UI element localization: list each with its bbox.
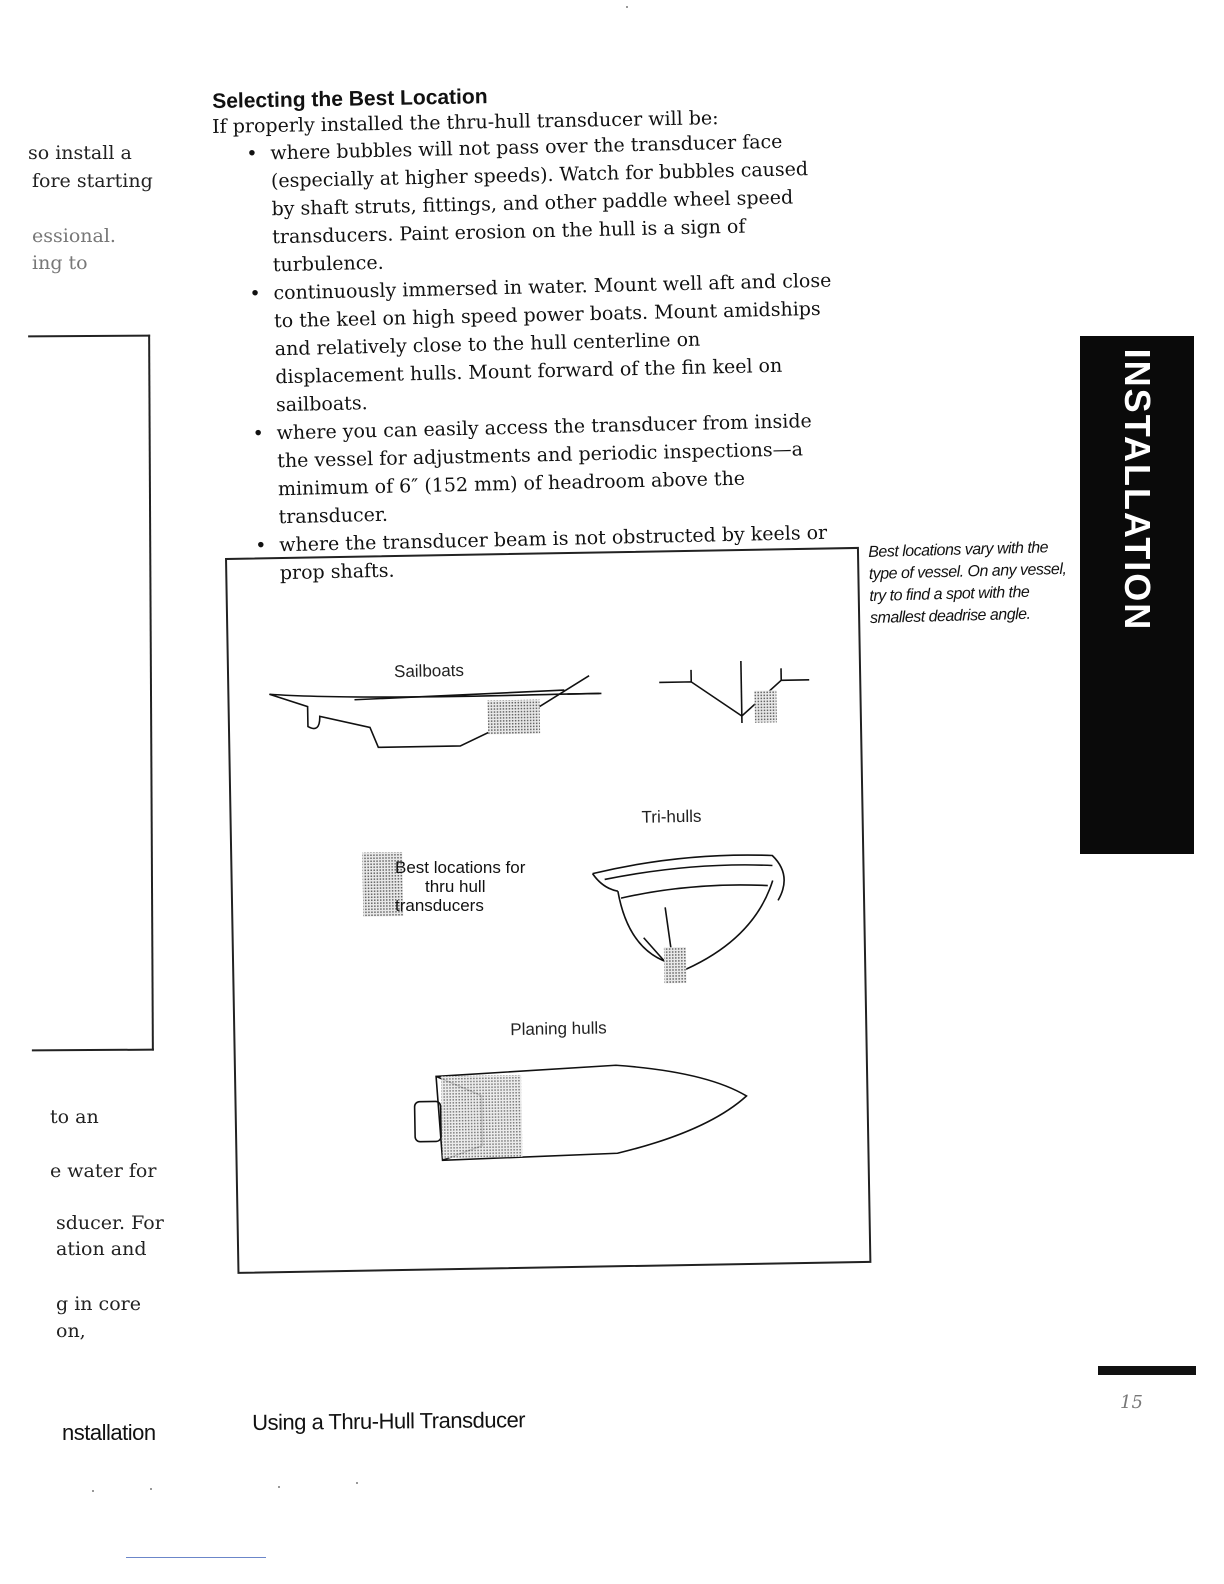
scan-speck xyxy=(626,6,628,8)
left-fragment: on, xyxy=(56,1320,86,1342)
footer-left-text: nstallation xyxy=(62,1420,156,1445)
left-fragment: so install a xyxy=(28,142,132,164)
footer-title: Using a Thru-Hull Transducer xyxy=(252,1407,526,1435)
left-fragment: sducer. For xyxy=(56,1212,164,1234)
trihull-icon xyxy=(592,854,785,973)
hull-diagram xyxy=(227,549,869,1272)
planing-hull-best-location xyxy=(441,1075,522,1158)
scan-artifact-line xyxy=(126,1557,266,1558)
sailboat-side-icon xyxy=(269,675,602,749)
legend-line: thru hull xyxy=(425,877,486,896)
scan-speck xyxy=(278,1486,280,1488)
sailboat-best-location xyxy=(488,700,541,735)
list-item: • where bubbles will not pass over the transducer face (especially at higher speeds). Watch for bubbles caused by shaft struts, fittings, and other paddle wheel speed transducers. Paint erosion on the hull is a sign of turbulence. xyxy=(240,127,833,280)
legend-text xyxy=(395,858,525,915)
page-number: 15 xyxy=(1120,1392,1143,1413)
scan-speck xyxy=(356,1482,358,1484)
scan-speck xyxy=(92,1490,94,1492)
left-fragment: e water for xyxy=(50,1160,157,1182)
section-intro: If properly installed the thru-hull transducer will be: xyxy=(212,107,719,138)
figure-caption: Best locations vary with the type of vessel. On any vessel, try to find a spot with the smallest deadrise angle. xyxy=(868,539,1067,627)
hull-locations-figure xyxy=(225,547,871,1274)
location-criteria-list xyxy=(240,127,840,588)
footer-rule xyxy=(1098,1366,1196,1375)
left-fragment: essional. xyxy=(32,225,116,247)
legend-line: transducers xyxy=(395,896,484,915)
sailboats-label: Sailboats xyxy=(393,660,465,682)
section-heading: Selecting the Best Location xyxy=(212,85,488,113)
scan-speck xyxy=(150,1488,152,1490)
left-fragment: to an xyxy=(50,1106,99,1128)
sailboat-front-best-location xyxy=(754,690,777,722)
list-item: • continuously immersed in water. Mount well aft and close to the keel on high speed power boats. Mount amidships and relatively close to the hull centerline on displacement hulls. Mount forward of the fin keel on sailboats. xyxy=(243,267,836,420)
left-fragment: ation and xyxy=(56,1238,147,1260)
section-tab-label: INSTALLATION xyxy=(1117,348,1158,632)
trihulls-label: Tri-hulls xyxy=(641,806,702,827)
trihull-best-location xyxy=(664,947,687,983)
list-item: • where you can easily access the transducer from inside the vessel for adjustments and periodic inspections—a minimum of 6″ (152 mm) of headroom above the transducer. xyxy=(246,407,838,532)
planing-hulls-label: Planing hulls xyxy=(510,1018,607,1040)
sailboat-front-icon xyxy=(659,660,810,725)
left-margin-box xyxy=(28,335,154,1052)
legend-line: Best locations for xyxy=(395,858,526,877)
list-item: • where the transducer beam is not obstructed by keels or prop shafts. xyxy=(249,519,840,588)
left-fragment: g in core xyxy=(56,1293,141,1315)
left-fragment: fore starting xyxy=(32,170,153,192)
left-fragment: ing to xyxy=(32,252,88,274)
